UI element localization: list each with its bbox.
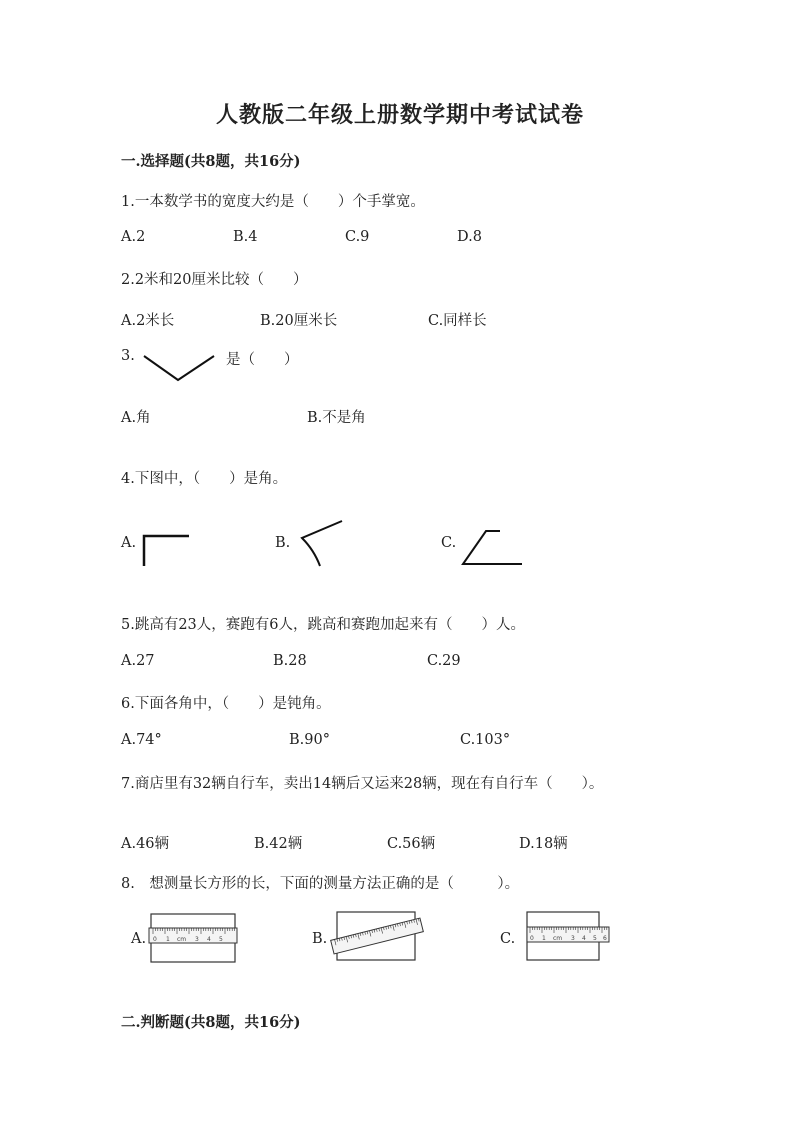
question-7-stem: 7.商店里有32辆自行车，卖出14辆后又运来28辆，现在有自行车（ ）。 xyxy=(121,776,604,792)
ruler-label: 6 xyxy=(603,935,607,942)
question-3-number: 3. xyxy=(121,348,135,364)
q5-option-b: B.28 xyxy=(273,653,307,669)
question-5-stem: 5.跳高有23人，赛跑有6人，跳高和赛跑加起来有（ ）人。 xyxy=(121,617,526,633)
q5-option-c: C.29 xyxy=(427,653,461,669)
q3-option-a: A.角 xyxy=(121,410,151,426)
q4-figure-a xyxy=(141,533,193,569)
question-1-stem: 1.一本数学书的宽度大约是（ ）个手掌宽。 xyxy=(121,194,425,210)
question-2-stem: 2.2米和20厘米比较（ ） xyxy=(121,272,308,288)
q4-option-b: B. xyxy=(275,535,291,551)
q2-option-c: C.同样长 xyxy=(428,313,487,329)
q1-option-a: A.2 xyxy=(121,229,146,245)
q6-option-b: B.90° xyxy=(289,732,330,748)
q3-option-b: B.不是角 xyxy=(307,410,366,426)
q5-option-a: A.27 xyxy=(121,653,155,669)
ruler-label: 3 xyxy=(195,936,199,943)
q2-option-b: B.20厘米长 xyxy=(260,313,338,329)
q7-option-c: C.56辆 xyxy=(387,836,436,852)
question-4-stem: 4.下图中，（ ）是角。 xyxy=(121,471,288,487)
question-8-stem: 8. 想测量长方形的长，下面的测量方法正确的是（ ）。 xyxy=(121,876,520,892)
page-title: 人教版二年级上册数学期中考试试卷 xyxy=(215,102,584,128)
q7-option-d: D.18辆 xyxy=(519,836,568,852)
section-heading-true-false: 二.判断题(共8题，共16分) xyxy=(121,1014,301,1031)
q4-figure-c xyxy=(460,528,528,570)
q4-option-c: C. xyxy=(441,535,457,551)
ruler-label: 5 xyxy=(593,935,597,942)
q8-option-b: B. xyxy=(312,931,328,947)
ruler-label: 0 xyxy=(530,935,534,942)
q4-figure-b xyxy=(296,518,348,570)
q2-option-a: A.2米长 xyxy=(121,313,175,329)
q8-option-a: A. xyxy=(131,931,147,947)
ruler-label: 3 xyxy=(571,935,575,942)
ruler-unit: cm xyxy=(177,936,187,943)
q7-option-b: B.42辆 xyxy=(254,836,303,852)
ruler-label: 1 xyxy=(542,935,546,942)
q1-option-b: B.4 xyxy=(233,229,258,245)
q7-option-a: A.46辆 xyxy=(121,836,170,852)
q3-bent-line-figure xyxy=(140,350,220,385)
ruler xyxy=(527,927,609,942)
ruler-label: 4 xyxy=(207,936,211,943)
q4-option-a: A. xyxy=(121,535,137,551)
ruler-unit: cm xyxy=(553,935,563,942)
q8-figure-a xyxy=(149,912,241,964)
q6-option-a: A.74° xyxy=(121,732,162,748)
q8-figure-c xyxy=(525,910,613,964)
ruler-label: 5 xyxy=(219,936,223,943)
ruler-label: 1 xyxy=(166,936,170,943)
q1-option-c: C.9 xyxy=(345,229,370,245)
q8-option-c: C. xyxy=(500,931,516,947)
q8-figure-b xyxy=(333,910,425,964)
question-3-stem: 是（ ） xyxy=(226,352,299,368)
q1-option-d: D.8 xyxy=(457,229,482,245)
section-heading-choice: 一.选择题(共8题，共16分) xyxy=(121,153,301,170)
ruler xyxy=(149,928,237,943)
q6-option-c: C.103° xyxy=(460,732,511,748)
ruler-label: 0 xyxy=(153,936,157,943)
question-6-stem: 6.下面各角中，（ ）是钝角。 xyxy=(121,696,331,712)
ruler-label: 4 xyxy=(582,935,586,942)
